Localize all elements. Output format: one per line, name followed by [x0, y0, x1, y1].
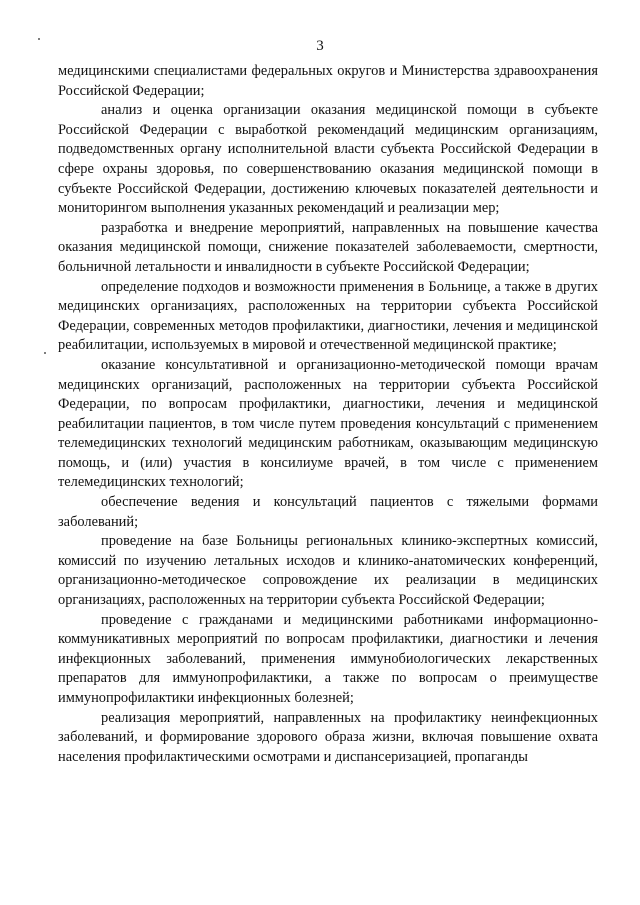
paragraph-7: проведение на базе Больницы региональных клинико-экспертных комиссий, комиссий по изучению летальных исходов и клинико-анатомических конференций, организационно-методическое сопровождение их реализации в медицинских организациях, расположенных на территории субъекта Российской Федерации; [58, 533, 598, 609]
paragraph-2: анализ и оценка организации оказания медицинской помощи в субъекте Российской Федерации с выработкой рекомендаций медицинским организациям, подведомственных органу исполнительной власти субъекта Российской Федерации в сфере охраны здоровья, по совершенствованию оказания медицинской помощи в субъекте Российской Федерации, достижению ключевых показателей деятельности и мониторингом выполнения указанных рекомендаций и реализации мер; [58, 102, 598, 217]
paragraph-6: обеспечение ведения и консультаций пациентов с тяжелыми формами заболеваний; [58, 494, 598, 530]
paragraph-3: разработка и внедрение мероприятий, направленных на повышение качества оказания медицинской помощи, снижение показателей заболеваемости, смертности, больничной летальности и инвалидности в субъекте Российской Федерации; [58, 219, 598, 275]
paragraph-1: медицинскими специалистами федеральных округов и Министерства здравоохранения Российской Федерации; [58, 63, 598, 99]
paragraph-8: проведение с гражданами и медицинскими работниками информационно-коммуникативных мероприятий по вопросам профилактики, диагностики и лечения инфекционных заболеваний, применения иммунобиологических лекарственных препаратов для иммунопрофилактики, а также по вопросам о преимуществе иммунопрофилактики инфекционных болезней; [58, 611, 598, 706]
paragraph-5: оказание консультативной и организационно-методической помощи врачам медицинских организаций, расположенных на территории субъекта Российской Федерации, по вопросам профилактики, диагностики, лечения и медицинской реабилитации пациентов, в том числе путем проведения консультаций с применением телемедицинских технологий медицинским работникам, оказывающим медицинскую помощь, и (или) участия в консилиуме врачей, в том числе с применением телемедицинских технологий; [58, 356, 598, 491]
document-body [58, 62, 598, 767]
scan-speck [44, 352, 46, 354]
page-number: 3 [316, 38, 324, 54]
paragraph-9: реализация мероприятий, направленных на профилактику неинфекционных заболеваний, и формирование здорового образа жизни, включая повышение охвата населения профилактическими осмотрами и диспансеризацией, пропаганды [58, 709, 598, 765]
paragraph-4: определение подходов и возможности применения в Больнице, а также в других медицинских организациях, расположенных на территории субъекта Российской Федерации, современных методов профилактики, диагностики, лечения и медицинской реабилитации, используемых в мировой и отечественной медицинской практике; [58, 278, 598, 354]
